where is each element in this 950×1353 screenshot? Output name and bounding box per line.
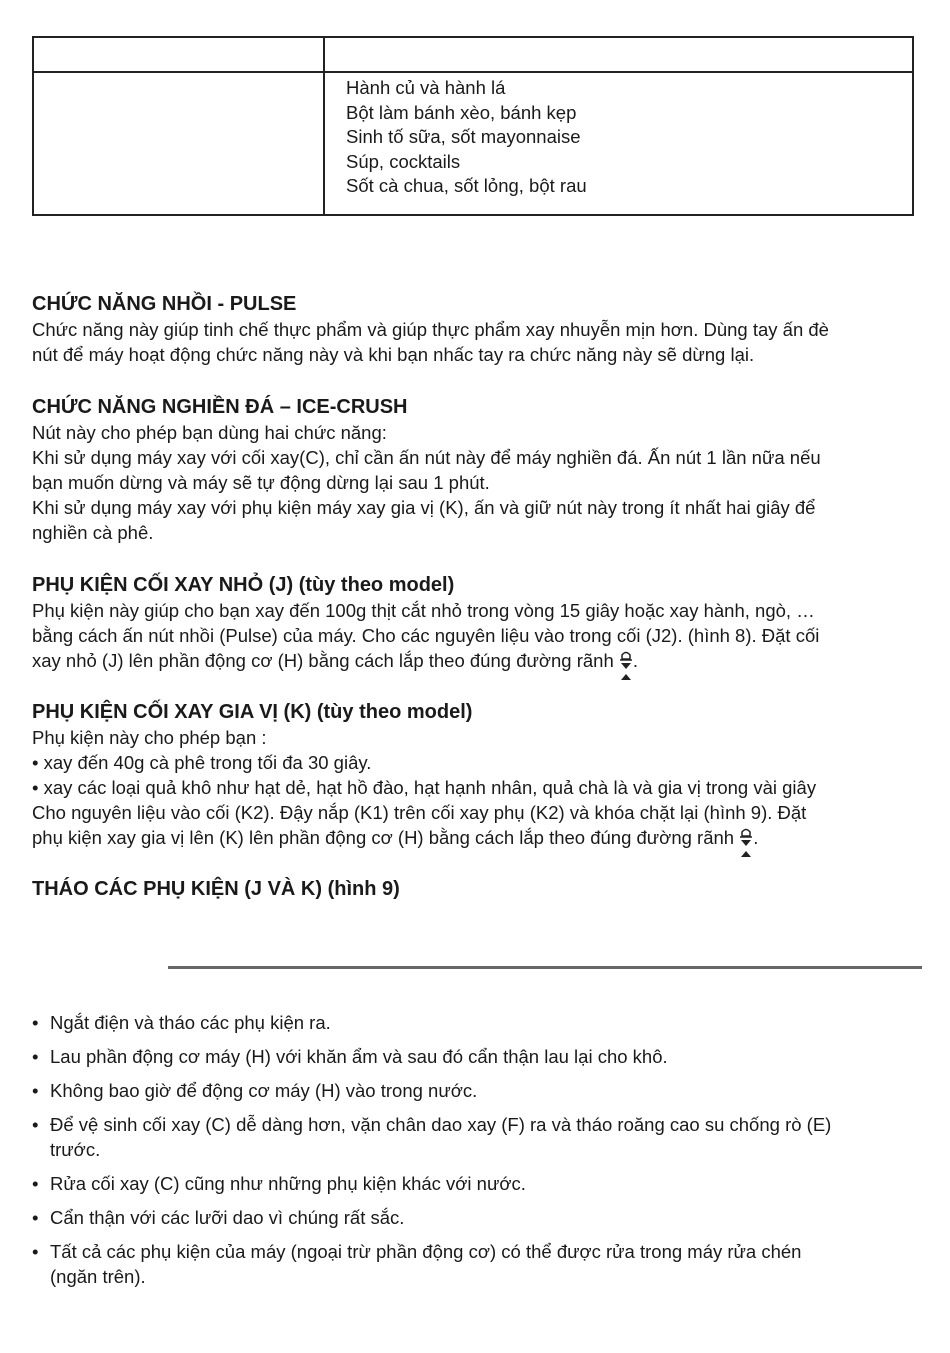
paragraph-line: • xay các loại quả khô như hạt dẻ, hạt hồ đào, hạt hạnh nhân, quả chà là và gia vị trong vài giây xyxy=(32,777,817,798)
list-item-text: Để vệ sinh cối xay (C) dễ dàng hơn, vặn chân dao xay (F) ra và tháo roăng cao su chống rò (E) xyxy=(50,1114,832,1135)
paragraph-line: bạn muốn dừng và máy sẽ tự động dừng lại sau 1 phút. xyxy=(32,472,490,493)
table-line: Bột làm bánh xèo, bánh kẹp xyxy=(346,101,577,123)
section-mini-chopper xyxy=(32,572,917,688)
table-cell-uses xyxy=(346,76,587,199)
groove-alignment-icon xyxy=(619,648,633,688)
list-item-text: (ngăn trên). xyxy=(50,1266,146,1287)
table-column-divider xyxy=(323,38,325,214)
table-line: Súp, cocktails xyxy=(346,150,461,172)
paragraph-line: Phụ kiện này cho phép bạn : xyxy=(32,727,267,748)
list-item xyxy=(32,1112,917,1162)
list-item xyxy=(32,1239,917,1289)
bullet-mark: • xyxy=(32,1046,39,1067)
table-line: Hành củ và hành lá xyxy=(346,77,506,98)
list-item xyxy=(32,1044,917,1069)
paragraph-line: nút để máy hoạt động chức năng này và khi bạn nhấc tay ra chức năng này sẽ dừng lại. xyxy=(32,344,755,365)
list-item-text: trước. xyxy=(50,1139,101,1160)
section-heading: THÁO CÁC PHỤ KIỆN (J VÀ K) (hình 9) xyxy=(32,878,400,900)
paragraph-line: Chức năng này giúp tinh chế thực phẩm và giúp thực phẩm xay nhuyễn mịn hơn. Dùng tay ấn đè xyxy=(32,319,829,340)
section-pulse xyxy=(32,291,917,367)
paragraph-line xyxy=(32,648,917,688)
paragraph-line: Nút này cho phép bạn dùng hai chức năng: xyxy=(32,422,387,443)
paragraph-text: xay nhỏ (J) lên phần động cơ (H) bằng cách lắp theo đúng đường rãnh xyxy=(32,650,614,671)
section-divider xyxy=(168,966,922,969)
section-heading: PHỤ KIỆN CỐI XAY NHỎ (J) (tùy theo model) xyxy=(32,574,455,596)
list-item xyxy=(32,1205,917,1230)
section-heading: PHỤ KIỆN CỐI XAY GIA VỊ (K) (tùy theo model) xyxy=(32,701,473,723)
section-spice-grinder xyxy=(32,699,917,865)
paragraph-period: . xyxy=(753,827,759,848)
list-item-text: Tất cả các phụ kiện của máy (ngoại trừ phần động cơ) có thể được rửa trong máy rửa chén xyxy=(50,1241,802,1262)
table-line: Sinh tố sữa, sốt mayonnaise xyxy=(346,126,581,148)
cleaning-list xyxy=(32,1010,917,1298)
list-item-text: Cẩn thận với các lưỡi dao vì chúng rất sắc. xyxy=(50,1207,405,1228)
bullet-mark: • xyxy=(32,1173,39,1194)
bullet-mark: • xyxy=(32,1207,39,1228)
list-item-text: Rửa cối xay (C) cũng như những phụ kiện khác với nước. xyxy=(50,1173,526,1194)
bullet-mark: • xyxy=(32,1012,39,1033)
paragraph-line: bằng cách ấn nút nhồi (Pulse) của máy. Cho các nguyên liệu vào trong cối (J2). (hình 8). Đặt cối xyxy=(32,625,820,646)
table-header-divider xyxy=(34,71,912,73)
bullet-mark: • xyxy=(32,1080,39,1101)
list-item-text: Không bao giờ để động cơ máy (H) vào trong nước. xyxy=(50,1080,478,1101)
paragraph-period: . xyxy=(632,650,639,671)
paragraph-line: Khi sử dụng máy xay với cối xay(C), chỉ cần ấn nút này để máy nghiền đá. Ấn nút 1 lần nữa nếu xyxy=(32,447,821,468)
bullet-mark: • xyxy=(32,1241,39,1262)
section-heading: CHỨC NĂNG NHỒI - PULSE xyxy=(32,293,297,315)
list-item xyxy=(32,1010,917,1035)
ingredients-table xyxy=(32,36,914,216)
table-line: Sốt cà chua, sốt lỏng, bột rau xyxy=(346,175,587,197)
section-remove-accessories xyxy=(32,876,917,902)
bullet-mark: • xyxy=(32,1114,39,1135)
list-item xyxy=(32,1171,917,1196)
paragraph-line: Khi sử dụng máy xay với phụ kiện máy xay gia vị (K), ấn và giữ nút này trong ít nhất hai giây để xyxy=(32,497,816,518)
groove-alignment-icon xyxy=(739,825,753,865)
list-item-text: Ngắt điện và tháo các phụ kiện ra. xyxy=(50,1012,331,1033)
section-ice-crush xyxy=(32,394,917,545)
section-heading: CHỨC NĂNG NGHIỀN ĐÁ – ICE-CRUSH xyxy=(32,396,408,418)
paragraph-line: Cho nguyên liệu vào cối (K2). Đậy nắp (K1) trên cối xay phụ (K2) và khóa chặt lại (hình 9). Đặt xyxy=(32,802,807,823)
list-item-text: Lau phần động cơ máy (H) với khăn ẩm và sau đó cẩn thận lau lại cho khô. xyxy=(50,1046,668,1067)
list-item xyxy=(32,1078,917,1103)
paragraph-line: • xay đến 40g cà phê trong tối đa 30 giây. xyxy=(32,752,372,773)
paragraph-line: Phụ kiện này giúp cho bạn xay đến 100g thịt cắt nhỏ trong vòng 15 giây hoặc xay hành, ngò, … xyxy=(32,600,815,621)
paragraph-line xyxy=(32,825,917,865)
paragraph-text: phụ kiện xay gia vị lên (K) lên phần động cơ (H) bằng cách lắp theo đúng đường rãnh xyxy=(32,827,735,848)
paragraph-line: nghiền cà phê. xyxy=(32,522,154,543)
